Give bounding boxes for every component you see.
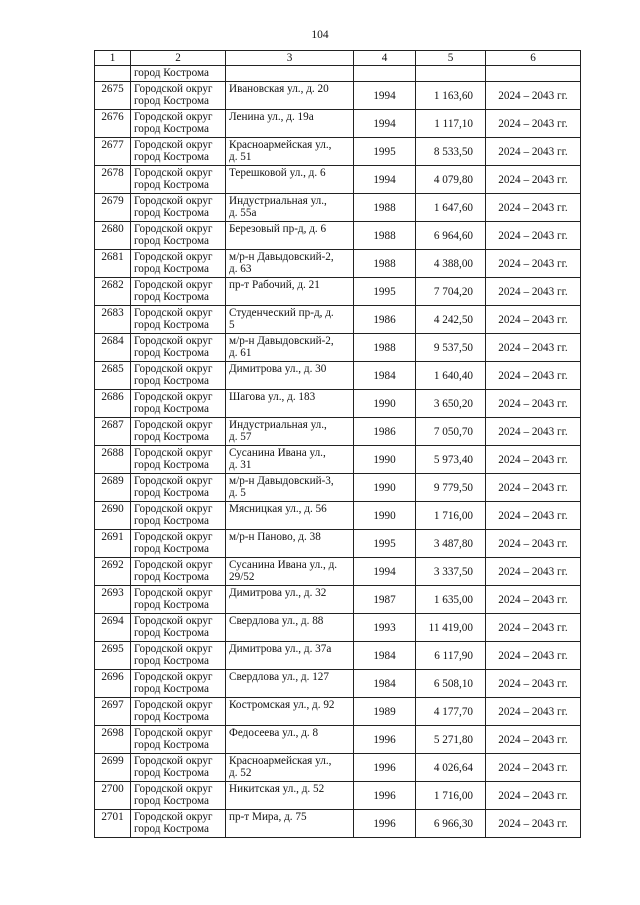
row-number: 2697 bbox=[95, 698, 131, 726]
row-number: 2693 bbox=[95, 586, 131, 614]
municipality-line: город Кострома bbox=[134, 291, 209, 303]
row-number: 2701 bbox=[95, 810, 131, 838]
row-number: 2686 bbox=[95, 390, 131, 418]
municipality-line: город Кострома bbox=[134, 739, 209, 751]
address-cell bbox=[226, 334, 354, 362]
period-cell: 2024 – 2043 гг. bbox=[486, 166, 581, 194]
municipality-line: Городской округ bbox=[134, 475, 213, 487]
area-cell: 6 966,30 bbox=[416, 810, 486, 838]
address-cell bbox=[226, 418, 354, 446]
municipality-cell bbox=[131, 334, 226, 362]
municipality-cell bbox=[131, 726, 226, 754]
address-line: д. 61 bbox=[229, 347, 252, 359]
year-cell: 1996 bbox=[354, 782, 416, 810]
municipality-cell bbox=[131, 278, 226, 306]
table-row bbox=[95, 446, 581, 474]
municipality-line: город Кострома bbox=[134, 627, 209, 639]
address-line: Студенческий пр-д, д. bbox=[229, 307, 334, 319]
row-number: 2699 bbox=[95, 754, 131, 782]
row-number: 2675 bbox=[95, 82, 131, 110]
row-number: 2679 bbox=[95, 194, 131, 222]
period-cell: 2024 – 2043 гг. bbox=[486, 278, 581, 306]
address-cell bbox=[226, 670, 354, 698]
table-row bbox=[95, 754, 581, 782]
municipality-line: город Кострома bbox=[134, 319, 209, 331]
header-cell: 1 bbox=[95, 51, 131, 66]
year-cell: 1990 bbox=[354, 390, 416, 418]
address-line: д. 55а bbox=[229, 207, 257, 219]
address-line: пр-т Рабочий, д. 21 bbox=[229, 279, 320, 291]
municipality-line: Городской округ bbox=[134, 251, 213, 263]
address-cell bbox=[226, 530, 354, 558]
row-number: 2692 bbox=[95, 558, 131, 586]
municipality-cell bbox=[131, 782, 226, 810]
municipality-line: Городской округ bbox=[134, 727, 213, 739]
municipality-line: Городской округ bbox=[134, 307, 213, 319]
period-cell: 2024 – 2043 гг. bbox=[486, 754, 581, 782]
municipality-line: Городской округ bbox=[134, 279, 213, 291]
year-cell: 1990 bbox=[354, 446, 416, 474]
municipality-line: город Кострома bbox=[134, 655, 209, 667]
period-cell: 2024 – 2043 гг. bbox=[486, 586, 581, 614]
municipality-cell bbox=[131, 586, 226, 614]
address-cell bbox=[226, 250, 354, 278]
municipality-line: город Кострома bbox=[134, 235, 209, 247]
municipality-line: город Кострома bbox=[134, 347, 209, 359]
table-row bbox=[95, 670, 581, 698]
address-line: Свердлова ул., д. 88 bbox=[229, 615, 324, 627]
area-cell: 1 635,00 bbox=[416, 586, 486, 614]
address-line: д. 5 bbox=[229, 487, 246, 499]
address-line: м/р-н Давыдовский-2, bbox=[229, 251, 334, 263]
address-line: д. 51 bbox=[229, 151, 252, 163]
municipality-cell bbox=[131, 754, 226, 782]
address-line: Индустриальная ул., bbox=[229, 419, 327, 431]
row-number: 2677 bbox=[95, 138, 131, 166]
address-line: 29/52 bbox=[229, 571, 255, 583]
period-cell: 2024 – 2043 гг. bbox=[486, 138, 581, 166]
address-line: Березовый пр-д, д. 6 bbox=[229, 223, 327, 235]
address-cell bbox=[226, 390, 354, 418]
address-line: м/р-н Давыдовский-3, bbox=[229, 475, 334, 487]
municipality-line: Городской округ bbox=[134, 83, 213, 95]
table-row bbox=[95, 502, 581, 530]
period-cell: 2024 – 2043 гг. bbox=[486, 782, 581, 810]
municipality-cell bbox=[131, 138, 226, 166]
empty-cell bbox=[354, 66, 416, 82]
table-row bbox=[95, 222, 581, 250]
municipality-line: город Кострома bbox=[134, 543, 209, 555]
year-cell: 1986 bbox=[354, 306, 416, 334]
address-line: д. 31 bbox=[229, 459, 252, 471]
municipality-line: Городской округ bbox=[134, 447, 213, 459]
table-row bbox=[95, 138, 581, 166]
address-cell bbox=[226, 558, 354, 586]
municipality-cell bbox=[131, 530, 226, 558]
municipality-line: город Кострома bbox=[134, 767, 209, 779]
municipality-line: город Кострома bbox=[134, 599, 209, 611]
year-cell: 1994 bbox=[354, 82, 416, 110]
period-cell: 2024 – 2043 гг. bbox=[486, 194, 581, 222]
year-cell: 1996 bbox=[354, 726, 416, 754]
address-line: пр-т Мира, д. 75 bbox=[229, 811, 307, 823]
address-cell bbox=[226, 362, 354, 390]
year-cell: 1994 bbox=[354, 558, 416, 586]
municipality-line: город Кострома bbox=[134, 431, 209, 443]
address-line: м/р-н Давыдовский-2, bbox=[229, 335, 334, 347]
header-row bbox=[95, 51, 581, 66]
register-table bbox=[94, 50, 581, 838]
municipality-cell bbox=[131, 166, 226, 194]
table-row bbox=[95, 362, 581, 390]
municipality-line: Городской округ bbox=[134, 755, 213, 767]
municipality-line: город Кострома bbox=[134, 459, 209, 471]
municipality-line: Городской округ bbox=[134, 783, 213, 795]
address-line: д. 52 bbox=[229, 767, 252, 779]
table-row bbox=[95, 530, 581, 558]
municipality-line: Городской округ bbox=[134, 139, 213, 151]
continuation-row bbox=[95, 66, 581, 82]
table-row bbox=[95, 586, 581, 614]
municipality-cell bbox=[131, 670, 226, 698]
table-row bbox=[95, 166, 581, 194]
address-cell bbox=[226, 502, 354, 530]
area-cell: 8 533,50 bbox=[416, 138, 486, 166]
area-cell: 9 537,50 bbox=[416, 334, 486, 362]
address-line: Свердлова ул., д. 127 bbox=[229, 671, 329, 683]
period-cell: 2024 – 2043 гг. bbox=[486, 502, 581, 530]
table-row bbox=[95, 250, 581, 278]
address-line: Терешковой ул., д. 6 bbox=[229, 167, 326, 179]
table-row bbox=[95, 642, 581, 670]
period-cell: 2024 – 2043 гг. bbox=[486, 530, 581, 558]
address-cell bbox=[226, 810, 354, 838]
area-cell: 11 419,00 bbox=[416, 614, 486, 642]
municipality-line: город Кострома bbox=[134, 795, 209, 807]
period-cell: 2024 – 2043 гг. bbox=[486, 334, 581, 362]
row-number: 2683 bbox=[95, 306, 131, 334]
municipality-line: город Кострома bbox=[134, 711, 209, 723]
area-cell: 3 487,80 bbox=[416, 530, 486, 558]
area-cell: 4 026,64 bbox=[416, 754, 486, 782]
period-cell: 2024 – 2043 гг. bbox=[486, 558, 581, 586]
year-cell: 1990 bbox=[354, 502, 416, 530]
address-cell bbox=[226, 474, 354, 502]
header-cell: 2 bbox=[131, 51, 226, 66]
year-cell: 1984 bbox=[354, 362, 416, 390]
row-number: 2691 bbox=[95, 530, 131, 558]
table-row bbox=[95, 82, 581, 110]
address-cell bbox=[226, 726, 354, 754]
table-row bbox=[95, 698, 581, 726]
municipality-line: город Кострома bbox=[134, 263, 209, 275]
table-row bbox=[95, 110, 581, 138]
municipality-line: Городской округ bbox=[134, 391, 213, 403]
municipality-line: Городской округ bbox=[134, 559, 213, 571]
address-line: м/р-н Паново, д. 38 bbox=[229, 531, 321, 543]
continued-municipality: город Кострома bbox=[131, 66, 226, 82]
area-cell: 3 337,50 bbox=[416, 558, 486, 586]
area-cell: 1 163,60 bbox=[416, 82, 486, 110]
year-cell: 1996 bbox=[354, 810, 416, 838]
row-number: 2681 bbox=[95, 250, 131, 278]
municipality-line: Городской округ bbox=[134, 671, 213, 683]
area-cell: 4 242,50 bbox=[416, 306, 486, 334]
area-cell: 7 050,70 bbox=[416, 418, 486, 446]
municipality-line: Городской округ bbox=[134, 615, 213, 627]
area-cell: 1 117,10 bbox=[416, 110, 486, 138]
table-row bbox=[95, 418, 581, 446]
area-cell: 4 177,70 bbox=[416, 698, 486, 726]
area-cell: 6 117,90 bbox=[416, 642, 486, 670]
municipality-cell bbox=[131, 306, 226, 334]
address-line: Мясницкая ул., д. 56 bbox=[229, 503, 327, 515]
row-number: 2695 bbox=[95, 642, 131, 670]
address-line: 5 bbox=[229, 319, 235, 331]
row-number: 2685 bbox=[95, 362, 131, 390]
header-cell: 6 bbox=[486, 51, 581, 66]
municipality-line: Городской округ bbox=[134, 811, 213, 823]
municipality-line: Городской округ bbox=[134, 111, 213, 123]
period-cell: 2024 – 2043 гг. bbox=[486, 614, 581, 642]
period-cell: 2024 – 2043 гг. bbox=[486, 362, 581, 390]
municipality-cell bbox=[131, 474, 226, 502]
year-cell: 1989 bbox=[354, 698, 416, 726]
year-cell: 1996 bbox=[354, 754, 416, 782]
address-line: Ленина ул., д. 19а bbox=[229, 111, 314, 123]
address-cell bbox=[226, 138, 354, 166]
period-cell: 2024 – 2043 гг. bbox=[486, 446, 581, 474]
page-number: 104 bbox=[311, 29, 329, 41]
municipality-line: Городской округ bbox=[134, 419, 213, 431]
table-row bbox=[95, 558, 581, 586]
address-cell bbox=[226, 614, 354, 642]
row-number: 2698 bbox=[95, 726, 131, 754]
municipality-line: город Кострома bbox=[134, 123, 209, 135]
table-row bbox=[95, 390, 581, 418]
municipality-cell bbox=[131, 110, 226, 138]
municipality-cell bbox=[131, 502, 226, 530]
municipality-cell bbox=[131, 82, 226, 110]
address-cell bbox=[226, 754, 354, 782]
municipality-line: город Кострома bbox=[134, 823, 209, 835]
period-cell: 2024 – 2043 гг. bbox=[486, 810, 581, 838]
area-cell: 6 508,10 bbox=[416, 670, 486, 698]
year-cell: 1995 bbox=[354, 530, 416, 558]
year-cell: 1986 bbox=[354, 418, 416, 446]
empty-cell bbox=[416, 66, 486, 82]
municipality-line: город Кострома bbox=[134, 403, 209, 415]
row-number: 2684 bbox=[95, 334, 131, 362]
year-cell: 1995 bbox=[354, 278, 416, 306]
municipality-cell bbox=[131, 418, 226, 446]
address-line: д. 63 bbox=[229, 263, 252, 275]
municipality-line: город Кострома bbox=[134, 571, 209, 583]
area-cell: 4 079,80 bbox=[416, 166, 486, 194]
period-cell: 2024 – 2043 гг. bbox=[486, 250, 581, 278]
year-cell: 1988 bbox=[354, 194, 416, 222]
area-cell: 6 964,60 bbox=[416, 222, 486, 250]
municipality-cell bbox=[131, 614, 226, 642]
municipality-line: город Кострома bbox=[134, 179, 209, 191]
municipality-line: Городской округ bbox=[134, 167, 213, 179]
municipality-line: город Кострома bbox=[134, 151, 209, 163]
year-cell: 1988 bbox=[354, 222, 416, 250]
address-line: Никитская ул., д. 52 bbox=[229, 783, 325, 795]
municipality-cell bbox=[131, 362, 226, 390]
address-line: Димитрова ул., д. 30 bbox=[229, 363, 327, 375]
empty-cell bbox=[95, 66, 131, 82]
row-number: 2696 bbox=[95, 670, 131, 698]
address-cell bbox=[226, 446, 354, 474]
municipality-line: город Кострома bbox=[134, 95, 209, 107]
year-cell: 1993 bbox=[354, 614, 416, 642]
municipality-line: Городской округ bbox=[134, 503, 213, 515]
address-line: Костромская ул., д. 92 bbox=[229, 699, 335, 711]
address-cell bbox=[226, 82, 354, 110]
area-cell: 1 716,00 bbox=[416, 502, 486, 530]
period-cell: 2024 – 2043 гг. bbox=[486, 642, 581, 670]
municipality-cell bbox=[131, 194, 226, 222]
year-cell: 1988 bbox=[354, 334, 416, 362]
municipality-cell bbox=[131, 250, 226, 278]
address-line: Сусанина Ивана ул., д. bbox=[229, 559, 338, 571]
area-cell: 3 650,20 bbox=[416, 390, 486, 418]
table-row bbox=[95, 726, 581, 754]
row-number: 2694 bbox=[95, 614, 131, 642]
municipality-line: город Кострома bbox=[134, 487, 209, 499]
municipality-line: город Кострома bbox=[134, 207, 209, 219]
address-cell bbox=[226, 278, 354, 306]
header-cell: 3 bbox=[226, 51, 354, 66]
address-cell bbox=[226, 306, 354, 334]
table-row bbox=[95, 306, 581, 334]
area-cell: 7 704,20 bbox=[416, 278, 486, 306]
year-cell: 1987 bbox=[354, 586, 416, 614]
table-row bbox=[95, 810, 581, 838]
table-row bbox=[95, 194, 581, 222]
area-cell: 1 647,60 bbox=[416, 194, 486, 222]
address-line: Шагова ул., д. 183 bbox=[229, 391, 316, 403]
municipality-cell bbox=[131, 642, 226, 670]
address-cell bbox=[226, 166, 354, 194]
address-line: Димитрова ул., д. 32 bbox=[229, 587, 327, 599]
municipality-line: город Кострома bbox=[134, 683, 209, 695]
period-cell: 2024 – 2043 гг. bbox=[486, 670, 581, 698]
municipality-line: Городской округ bbox=[134, 195, 213, 207]
year-cell: 1994 bbox=[354, 166, 416, 194]
municipality-line: Городской округ bbox=[134, 223, 213, 235]
year-cell: 1988 bbox=[354, 250, 416, 278]
area-cell: 9 779,50 bbox=[416, 474, 486, 502]
period-cell: 2024 – 2043 гг. bbox=[486, 698, 581, 726]
municipality-cell bbox=[131, 558, 226, 586]
period-cell: 2024 – 2043 гг. bbox=[486, 110, 581, 138]
table-row bbox=[95, 278, 581, 306]
table-row bbox=[95, 782, 581, 810]
address-line: Индустриальная ул., bbox=[229, 195, 327, 207]
address-line: Димитрова ул., д. 37а bbox=[229, 643, 332, 655]
header-cell: 4 bbox=[354, 51, 416, 66]
municipality-line: Городской округ bbox=[134, 643, 213, 655]
address-line: Сусанина Ивана ул., bbox=[229, 447, 326, 459]
row-number: 2676 bbox=[95, 110, 131, 138]
empty-cell bbox=[486, 66, 581, 82]
municipality-line: Городской округ bbox=[134, 587, 213, 599]
municipality-cell bbox=[131, 390, 226, 418]
row-number: 2700 bbox=[95, 782, 131, 810]
year-cell: 1995 bbox=[354, 138, 416, 166]
address-cell bbox=[226, 698, 354, 726]
table-row bbox=[95, 474, 581, 502]
area-cell: 5 973,40 bbox=[416, 446, 486, 474]
municipality-line: Городской округ bbox=[134, 363, 213, 375]
year-cell: 1984 bbox=[354, 670, 416, 698]
period-cell: 2024 – 2043 гг. bbox=[486, 726, 581, 754]
period-cell: 2024 – 2043 гг. bbox=[486, 82, 581, 110]
period-cell: 2024 – 2043 гг. bbox=[486, 418, 581, 446]
row-number: 2690 bbox=[95, 502, 131, 530]
row-number: 2678 bbox=[95, 166, 131, 194]
year-cell: 1994 bbox=[354, 110, 416, 138]
address-cell bbox=[226, 782, 354, 810]
address-line: Ивановская ул., д. 20 bbox=[229, 83, 329, 95]
row-number: 2688 bbox=[95, 446, 131, 474]
table-row bbox=[95, 334, 581, 362]
row-number: 2680 bbox=[95, 222, 131, 250]
address-cell bbox=[226, 642, 354, 670]
address-line: Федосеева ул., д. 8 bbox=[229, 727, 319, 739]
area-cell: 1 640,40 bbox=[416, 362, 486, 390]
header-cell: 5 bbox=[416, 51, 486, 66]
period-cell: 2024 – 2043 гг. bbox=[486, 474, 581, 502]
municipality-cell bbox=[131, 222, 226, 250]
municipality-line: Городской округ bbox=[134, 699, 213, 711]
municipality-line: город Кострома bbox=[134, 515, 209, 527]
period-cell: 2024 – 2043 гг. bbox=[486, 306, 581, 334]
address-cell bbox=[226, 222, 354, 250]
address-line: Красноармейская ул., bbox=[229, 755, 332, 767]
municipality-line: Городской округ bbox=[134, 531, 213, 543]
period-cell: 2024 – 2043 гг. bbox=[486, 390, 581, 418]
municipality-line: город Кострома bbox=[134, 375, 209, 387]
address-line: д. 57 bbox=[229, 431, 252, 443]
area-cell: 1 716,00 bbox=[416, 782, 486, 810]
municipality-cell bbox=[131, 446, 226, 474]
row-number: 2687 bbox=[95, 418, 131, 446]
year-cell: 1990 bbox=[354, 474, 416, 502]
address-line: Красноармейская ул., bbox=[229, 139, 332, 151]
year-cell: 1984 bbox=[354, 642, 416, 670]
row-number: 2682 bbox=[95, 278, 131, 306]
address-cell bbox=[226, 194, 354, 222]
area-cell: 5 271,80 bbox=[416, 726, 486, 754]
area-cell: 4 388,00 bbox=[416, 250, 486, 278]
address-cell bbox=[226, 586, 354, 614]
row-number: 2689 bbox=[95, 474, 131, 502]
address-cell bbox=[226, 110, 354, 138]
municipality-line: Городской округ bbox=[134, 335, 213, 347]
municipality-cell bbox=[131, 698, 226, 726]
empty-cell bbox=[226, 66, 354, 82]
table-row bbox=[95, 614, 581, 642]
municipality-cell bbox=[131, 810, 226, 838]
period-cell: 2024 – 2043 гг. bbox=[486, 222, 581, 250]
